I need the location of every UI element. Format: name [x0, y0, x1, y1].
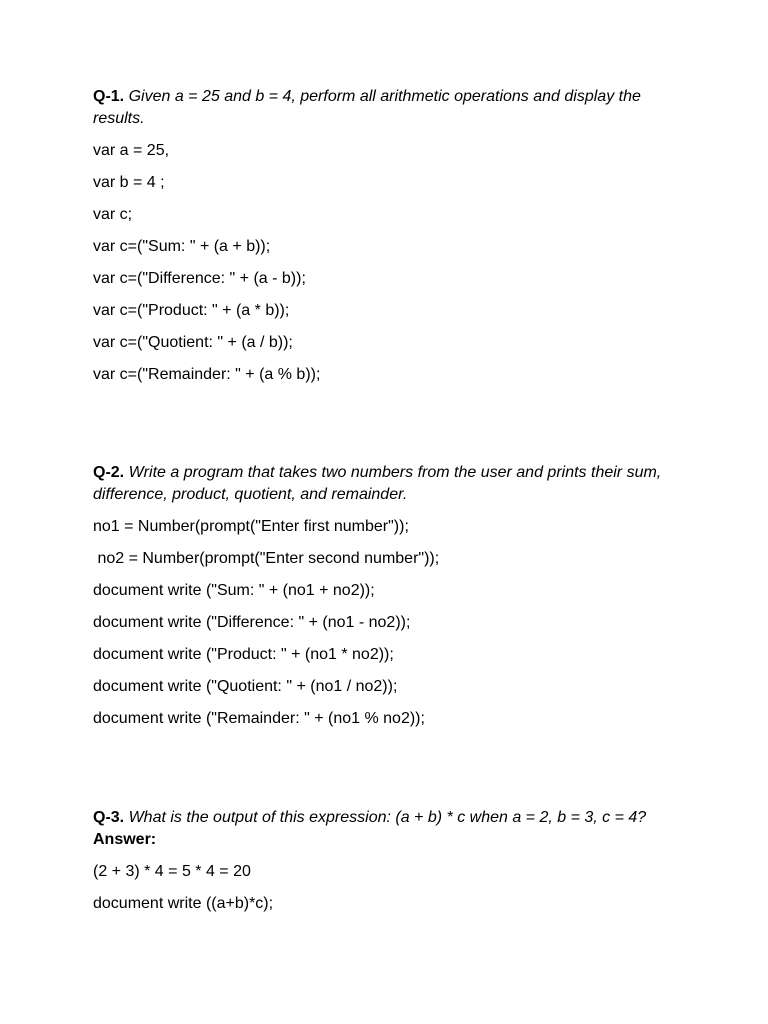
code-line: document write ("Remainder: " + (no1 % no2)); — [93, 710, 425, 727]
code-line: document write ("Product: " + (no1 * no2)); — [93, 646, 394, 663]
code-line: document write ("Sum: " + (no1 + no2)); — [93, 582, 375, 599]
code-line: document write ("Quotient: " + (no1 / no2)); — [93, 678, 398, 695]
code-line: var c=("Remainder: " + (a % b)); — [93, 366, 321, 383]
code-line: var c=("Difference: " + (a - b)); — [93, 270, 306, 287]
question-1 — [93, 86, 683, 386]
code-line: var c=("Product: " + (a * b)); — [93, 302, 290, 319]
question-2-number: Q-2. — [93, 464, 125, 481]
answer-label: Answer: — [93, 831, 157, 848]
question-2 — [93, 462, 683, 730]
question-1-text: Given a = 25 and b = 4, perform all arithmetic operations and display the results. — [93, 88, 641, 127]
question-2-heading — [93, 462, 683, 506]
code-line: var a = 25, — [93, 142, 170, 159]
question-2-text: Write a program that takes two numbers from the user and prints their sum, difference, product, quotient, and remainder. — [93, 464, 662, 503]
code-line: (2 + 3) * 4 = 5 * 4 = 20 — [93, 863, 251, 880]
code-line: document write ("Difference: " + (no1 - no2)); — [93, 614, 411, 631]
code-line: var c=("Quotient: " + (a / b)); — [93, 334, 293, 351]
code-line: var c; — [93, 206, 133, 223]
code-line: document write ((a+b)*c); — [93, 895, 274, 912]
code-line: var c=("Sum: " + (a + b)); — [93, 238, 271, 255]
code-line: no1 = Number(prompt("Enter first number")); — [93, 518, 409, 535]
question-3-heading — [93, 807, 683, 851]
question-3 — [93, 807, 683, 915]
question-1-number: Q-1. — [93, 88, 125, 105]
code-line: no2 = Number(prompt("Enter second number")); — [93, 550, 440, 567]
question-3-text: What is the output of this expression: (a + b) * c when a = 2, b = 3, c = 4? — [128, 809, 647, 826]
question-1-heading — [93, 86, 683, 130]
question-3-number: Q-3. — [93, 809, 125, 826]
code-line: var b = 4 ; — [93, 174, 165, 191]
